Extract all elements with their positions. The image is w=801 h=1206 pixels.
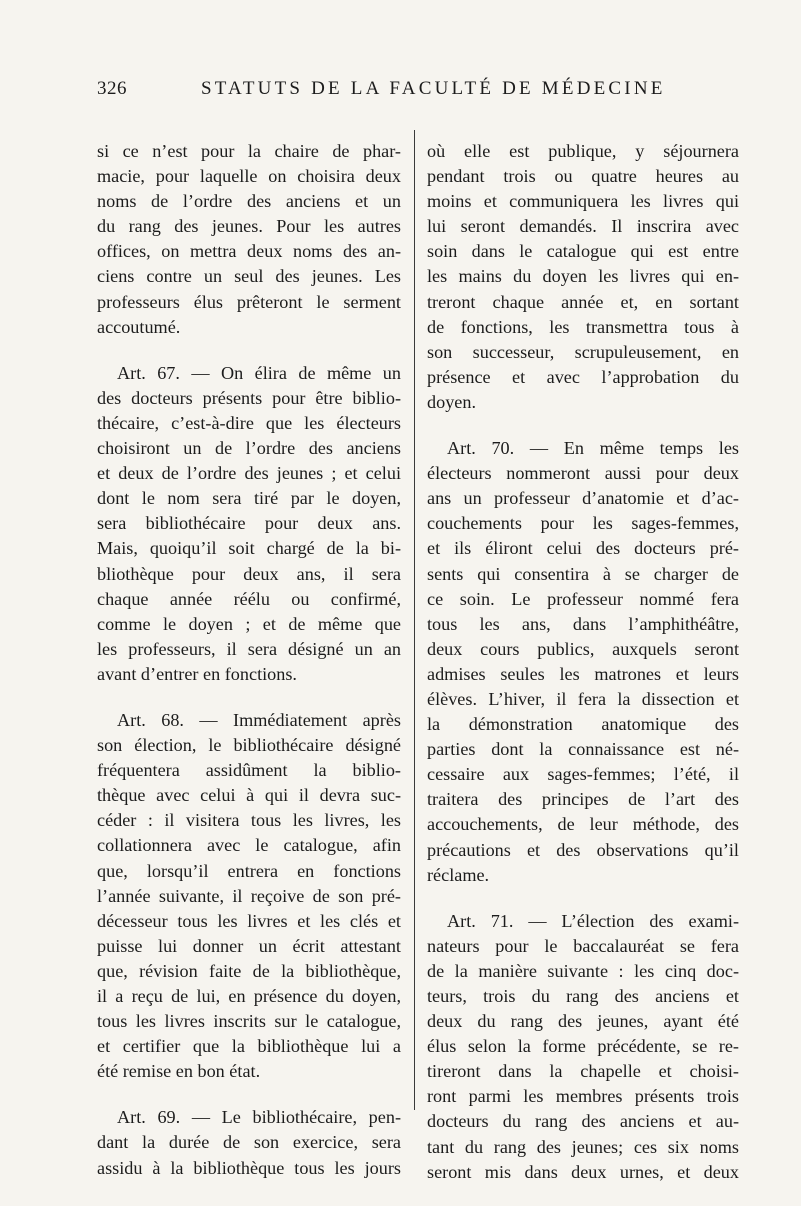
text-line: ans un professeur d’anatomie et d’ac-	[427, 488, 739, 509]
text-line: offices, on mettra deux noms des an-	[97, 241, 401, 262]
text-line: réclame.	[427, 864, 490, 885]
text-line: thécaire, c’est-à-dire que les électeurs	[97, 412, 401, 433]
page-number: 326	[97, 78, 127, 99]
text-line: électeurs nommeront aussi pour deux	[427, 463, 739, 484]
text-line: présence et avec l’approbation du	[427, 366, 739, 387]
text-line: bliothèque pour deux ans, il sera	[97, 563, 401, 584]
text-line: professeurs élus prêteront le serment	[97, 291, 401, 312]
text-line: Art. 67. — On élira de même un	[117, 362, 401, 383]
paragraph	[97, 708, 401, 1084]
text-line: accoutumé.	[97, 316, 181, 337]
text-line: élèves. L’hiver, il fera la dissection et	[427, 688, 739, 709]
text-line: les professeurs, il sera désigné un an	[97, 638, 401, 659]
text-line: avant d’entrer en fonctions.	[97, 663, 297, 684]
text-line: céder : il visitera tous les livres, les	[97, 810, 401, 831]
text-line: puisse lui donner un écrit attestant	[97, 935, 401, 956]
column-divider	[414, 130, 415, 1110]
paragraph	[427, 909, 739, 1185]
text-line: noms de l’ordre des anciens et un	[97, 191, 401, 212]
text-line: son successeur, scrupuleusement, en	[427, 341, 739, 362]
text-line: où elle est publique, y séjournera	[427, 141, 739, 161]
text-line: macie, pour laquelle on choisira deux	[97, 166, 401, 187]
text-line: Art. 70. — En même temps les	[447, 438, 739, 459]
text-line: parties dont la connaissance est né-	[427, 739, 739, 760]
text-line: deux du rang des jeunes, ayant été	[427, 1011, 739, 1032]
text-line: dant la durée de son exercice, sera	[97, 1132, 401, 1153]
text-line: Art. 69. — Le bibliothécaire, pen-	[117, 1107, 401, 1128]
text-line: tireront dans la chapelle et choisi-	[427, 1061, 739, 1082]
text-line: chaque année réélu ou confirmé,	[97, 588, 401, 609]
text-line: assidu à la bibliothèque tous les jours	[97, 1157, 401, 1178]
text-line: fréquentera assidûment la biblio-	[97, 760, 401, 781]
paragraph	[427, 139, 739, 415]
text-line: traitera des principes de l’art des	[427, 789, 739, 810]
text-line: moins et communiquera les livres qui	[427, 191, 739, 212]
text-line: il a reçu de lui, en présence du doyen,	[97, 986, 401, 1006]
text-line: admises seules les matrones et leurs	[427, 663, 739, 684]
text-line: Mais, quoiqu’il soit chargé de la bi-	[97, 538, 401, 559]
text-line: ce soin. Le professeur nommé fera	[427, 588, 739, 609]
text-line: docteurs du rang des anciens et au-	[427, 1111, 739, 1132]
text-line: cessaire aux sages-femmes; l’été, il	[427, 764, 739, 785]
text-line: sera bibliothécaire pour deux ans.	[97, 513, 401, 534]
text-line: Art. 68. — Immédiatement après	[117, 709, 401, 730]
paragraph	[97, 361, 401, 687]
text-line: et ils éliront celui des docteurs pré-	[427, 538, 739, 559]
text-line: et deux de l’ordre des jeunes ; et celui	[97, 463, 401, 484]
text-line: sents qui consentira à se charger de	[427, 563, 739, 584]
paragraph	[97, 1105, 401, 1180]
text-line: doyen.	[427, 391, 476, 412]
text-line: son élection, le bibliothécaire désigné	[97, 735, 401, 756]
text-line: accouchements, de leur méthode, des	[427, 814, 739, 835]
text-line: treront chaque année et, en sortant	[427, 291, 739, 312]
text-line: dont le nom sera tiré par le doyen,	[97, 488, 401, 509]
text-line: précautions et des observations qu’il	[427, 839, 739, 860]
text-line: ront parmi les membres présents trois	[427, 1086, 739, 1107]
text-line: de fonctions, les transmettra tous à	[427, 316, 739, 337]
text-line: que, révision faite de la bibliothèque,	[97, 960, 401, 981]
text-line: seront mis dans deux urnes, et deux	[427, 1161, 739, 1182]
text-line: nateurs pour le baccalauréat se fera	[427, 935, 739, 956]
paragraph	[427, 436, 739, 888]
text-line: et certifier que la bibliothèque lui a	[97, 1036, 401, 1057]
text-line: teurs, trois du rang des anciens et	[427, 986, 739, 1006]
text-line: les mains du doyen les livres qui en-	[427, 266, 739, 287]
text-line: pendant trois ou quatre heures au	[427, 166, 739, 187]
text-line: décesseur tous les livres et les clés et	[97, 910, 401, 931]
text-line: la démonstration anatomique des	[427, 714, 739, 735]
paragraph	[97, 139, 401, 340]
left-column	[97, 139, 401, 1202]
text-line: soin dans le catalogue qui est entre	[427, 241, 739, 262]
text-line: collationnera avec le catalogue, afin	[97, 835, 401, 856]
text-line: thèque avec celui à qui il devra suc-	[97, 785, 401, 806]
page-header	[97, 78, 757, 108]
text-line: l’année suivante, il reçoive de son pré-	[97, 885, 401, 906]
text-line: tous les ans, dans l’amphithéâtre,	[427, 613, 739, 634]
text-line: tant du rang des jeunes; ces six noms	[427, 1136, 739, 1157]
text-line: de la manière suivante : les cinq doc-	[427, 960, 739, 981]
text-line: que, lorsqu’il entrera en fonctions	[97, 860, 401, 881]
text-line: des docteurs présents pour être biblio-	[97, 387, 401, 408]
right-column	[427, 139, 739, 1206]
text-line: Art. 71. — L’élection des exami-	[447, 910, 739, 931]
text-line: couchements pour les sages-femmes,	[427, 513, 739, 534]
text-line: ciens contre un seul des jeunes. Les	[97, 266, 401, 287]
text-line: si ce n’est pour la chaire de phar-	[97, 141, 401, 161]
text-line: été remise en bon état.	[97, 1061, 261, 1082]
text-line: du rang des jeunes. Pour les autres	[97, 216, 401, 237]
text-line: tous les livres inscrits sur le catalogue,	[97, 1011, 401, 1032]
text-line: choisiront un de l’ordre des anciens	[97, 438, 401, 459]
text-line: deux cours publics, auxquels seront	[427, 638, 739, 659]
running-title: STATUTS DE LA FACULTÉ DE MÉDECINE	[201, 78, 666, 99]
text-line: comme le doyen ; et de même que	[97, 613, 401, 634]
text-line: lui seront demandés. Il inscrira avec	[427, 216, 739, 237]
text-line: élus selon la forme précédente, se re-	[427, 1036, 739, 1057]
